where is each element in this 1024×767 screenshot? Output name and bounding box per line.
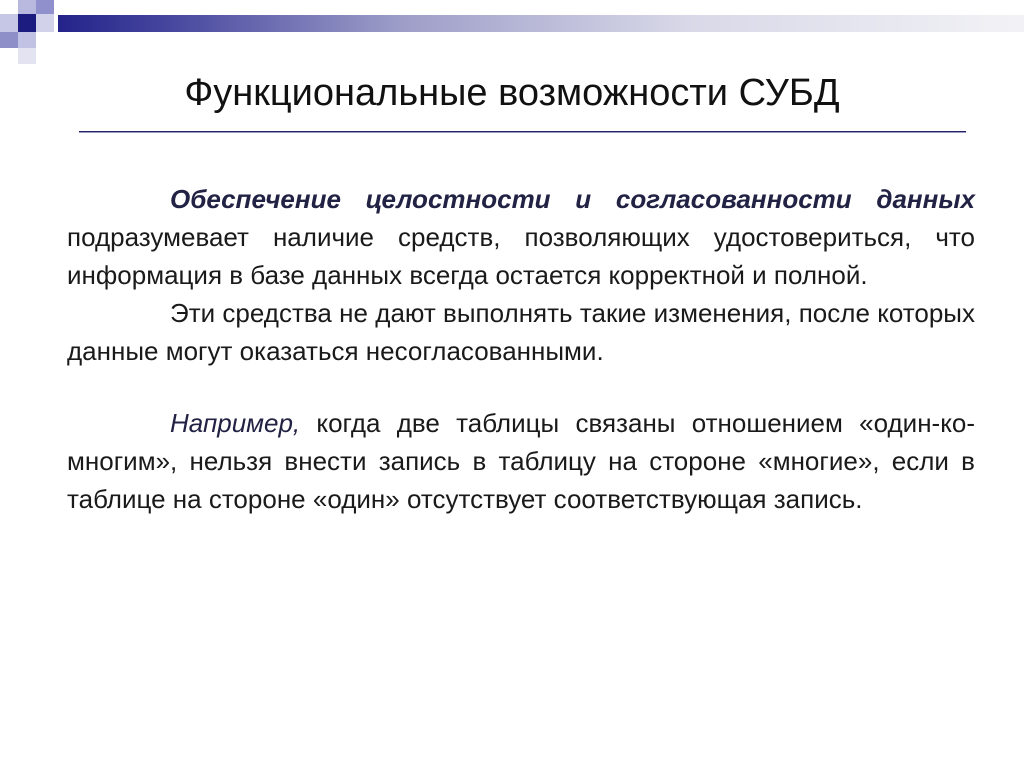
paragraph-example	[67, 404, 975, 518]
paragraph-text: подразумевает наличие средств, позволяющих удостовериться, что информация в базе данных всегда остается корректной и полной.	[67, 222, 975, 290]
paragraph-text: когда две таблицы связаны отношением «один-ко-многим», нельзя внести запись в таблицу на стороне «многие», если в таблице на стороне «один» отсутствует соответствующая запись.	[67, 408, 975, 514]
decor-square	[18, 14, 36, 32]
slide-body	[67, 180, 975, 518]
header-gradient-bar	[58, 15, 1024, 32]
decor-square	[36, 0, 54, 14]
paragraph-integrity	[67, 180, 975, 294]
decor-square	[36, 14, 54, 32]
paragraph-lead: Например,	[170, 408, 301, 438]
decor-square	[18, 32, 36, 48]
paragraph-text: Эти средства не дают выполнять такие изменения, после которых данные могут оказаться несогласованными.	[67, 298, 975, 366]
paragraph-restriction	[67, 294, 975, 370]
paragraph-lead: Обеспечение целостности и согласованности данных	[170, 184, 975, 214]
decor-square	[18, 0, 36, 14]
title-underline	[79, 131, 966, 132]
decor-square	[0, 32, 18, 48]
decor-square	[0, 14, 18, 32]
decor-square	[18, 48, 36, 64]
slide-title: Функциональные возможности СУБД	[184, 72, 840, 114]
